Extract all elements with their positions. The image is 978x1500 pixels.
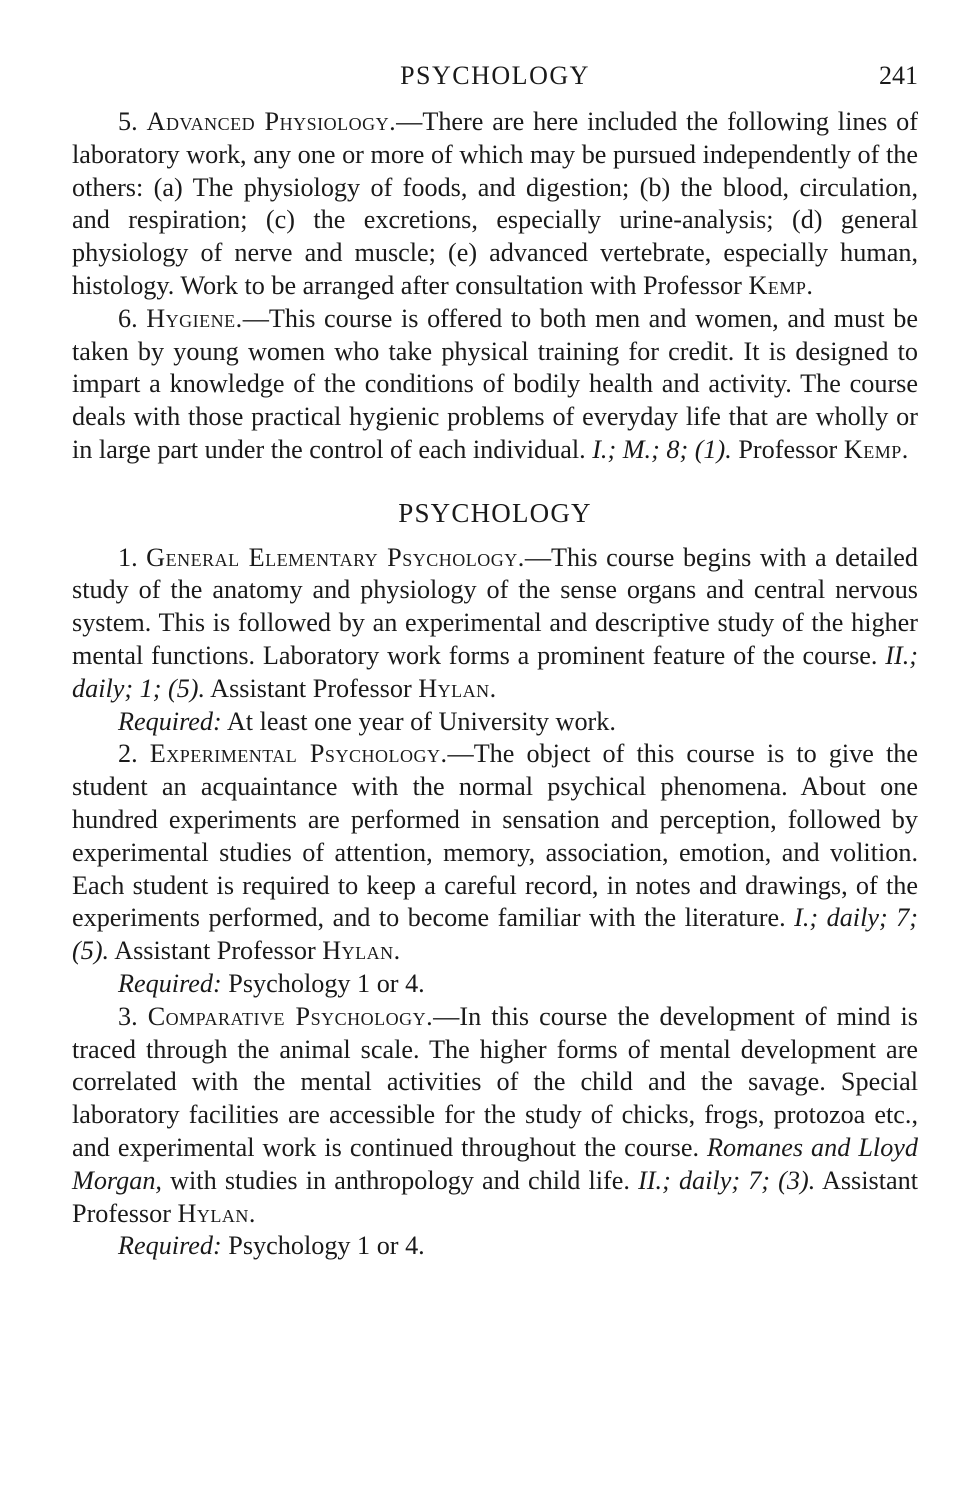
- instructor-name: Hylan.: [418, 673, 497, 703]
- document-page: [72, 52, 918, 1263]
- course-comparative-psychology: [72, 1001, 918, 1231]
- course-requirement: [72, 706, 918, 739]
- course-schedule: I.; daily; 7; (5).: [72, 903, 918, 966]
- instructor-name: Hylan.: [177, 1198, 256, 1228]
- course-description: —This course begins with a detailed study of the anatomy and physiology of the sense organs and central nervous system. This is followed by an experimental and descriptive study of the higher mental functions. Laboratory work forms a prominent feature of the course.: [72, 542, 918, 670]
- course-number: 2.: [118, 739, 138, 769]
- required-label: Required:: [118, 1231, 222, 1261]
- course-number: 1.: [118, 542, 138, 572]
- course-number: 5.: [118, 107, 138, 136]
- course-number: 6.: [118, 303, 138, 333]
- course-advanced-physiology: [72, 106, 918, 303]
- instructor-prefix: Assistant Professor: [109, 936, 323, 966]
- instructor-name: Kemp.: [843, 434, 909, 464]
- required-text: Psychology 1 or 4.: [221, 968, 425, 998]
- course-experimental-psychology: [72, 738, 918, 968]
- instructor-prefix: Professor: [731, 434, 844, 464]
- course-schedule: II.; daily; 7; (3).: [638, 1165, 816, 1195]
- course-description-continued: with studies in anthropology and child life.: [161, 1165, 639, 1195]
- course-description: —The object of this course is to give the student an acquaintance with the normal psychical phenomena. About one hundred experiments are performed in sensation and perception, followed by experimental studies of attention, memory, association, emotion, and volition. Each student is required to keep a careful record, in notes and drawings, of the experiments performed, and to become familiar with the literature.: [72, 739, 918, 933]
- course-requirement: [72, 968, 918, 1001]
- course-title: Advanced Physiology.: [146, 107, 397, 136]
- running-header: [72, 52, 918, 96]
- course-requirement: [72, 1230, 918, 1263]
- course-number: 3.: [118, 1001, 138, 1031]
- course-description: —In this course the development of mind is traced through the animal scale. The higher forms of mental development are correlated with the mental activities of the child and the savage. Special laboratory facilities are accessible for the study of chicks, frogs, protozoa etc., and experimental work is continued throughout the course.: [72, 1001, 918, 1162]
- course-title: Comparative Psychology.: [147, 1001, 434, 1031]
- course-description: —There are here included the following lines of laboratory work, any one or more of which may be pursued independently of the others: (a) The physiology of foods, and digestion; (b) the blood, circulation, and respiration; (c) the excretions, especially urine-analysis; (d) general physiology of nerve and muscle; (e) advanced vertebrate, especially human, histology. Work to be arranged after consultation with Professor: [72, 107, 918, 300]
- required-label: Required:: [118, 968, 222, 998]
- required-label: Required:: [118, 706, 222, 736]
- running-title: PSYCHOLOGY: [400, 61, 590, 90]
- required-text: At least one year of University work.: [221, 706, 616, 736]
- course-general-elementary-psychology: [72, 542, 918, 706]
- instructor-name: Kemp.: [748, 270, 814, 300]
- course-title: General Elementary Psychology.: [146, 542, 525, 572]
- course-schedule: II.; daily; 1; (5).: [72, 640, 918, 703]
- course-description: —This course is offered to both men and women, and must be taken by young women who take physical training for credit. It is designed to impart a knowledge of the conditions of bodily health and activity. The course deals with those practical hygienic problems of everyday life that are wholly or in large part under the control of each individual.: [72, 303, 918, 464]
- page-number: 241: [879, 61, 918, 90]
- course-schedule: I.; M.; 8; (1).: [592, 434, 732, 464]
- section-heading-psychology: PSYCHOLOGY: [398, 497, 592, 528]
- instructor-prefix: Assistant Professor: [205, 673, 419, 703]
- course-texts: Romanes and Lloyd Morgan,: [72, 1132, 919, 1195]
- course-title: Experimental Psychology.: [149, 739, 448, 769]
- instructor-prefix: Assistant Professor: [72, 1165, 918, 1228]
- course-title: Hygiene.: [146, 303, 243, 333]
- course-hygiene: [72, 303, 918, 467]
- instructor-name: Hylan.: [322, 936, 401, 966]
- required-text: Psychology 1 or 4.: [221, 1231, 425, 1261]
